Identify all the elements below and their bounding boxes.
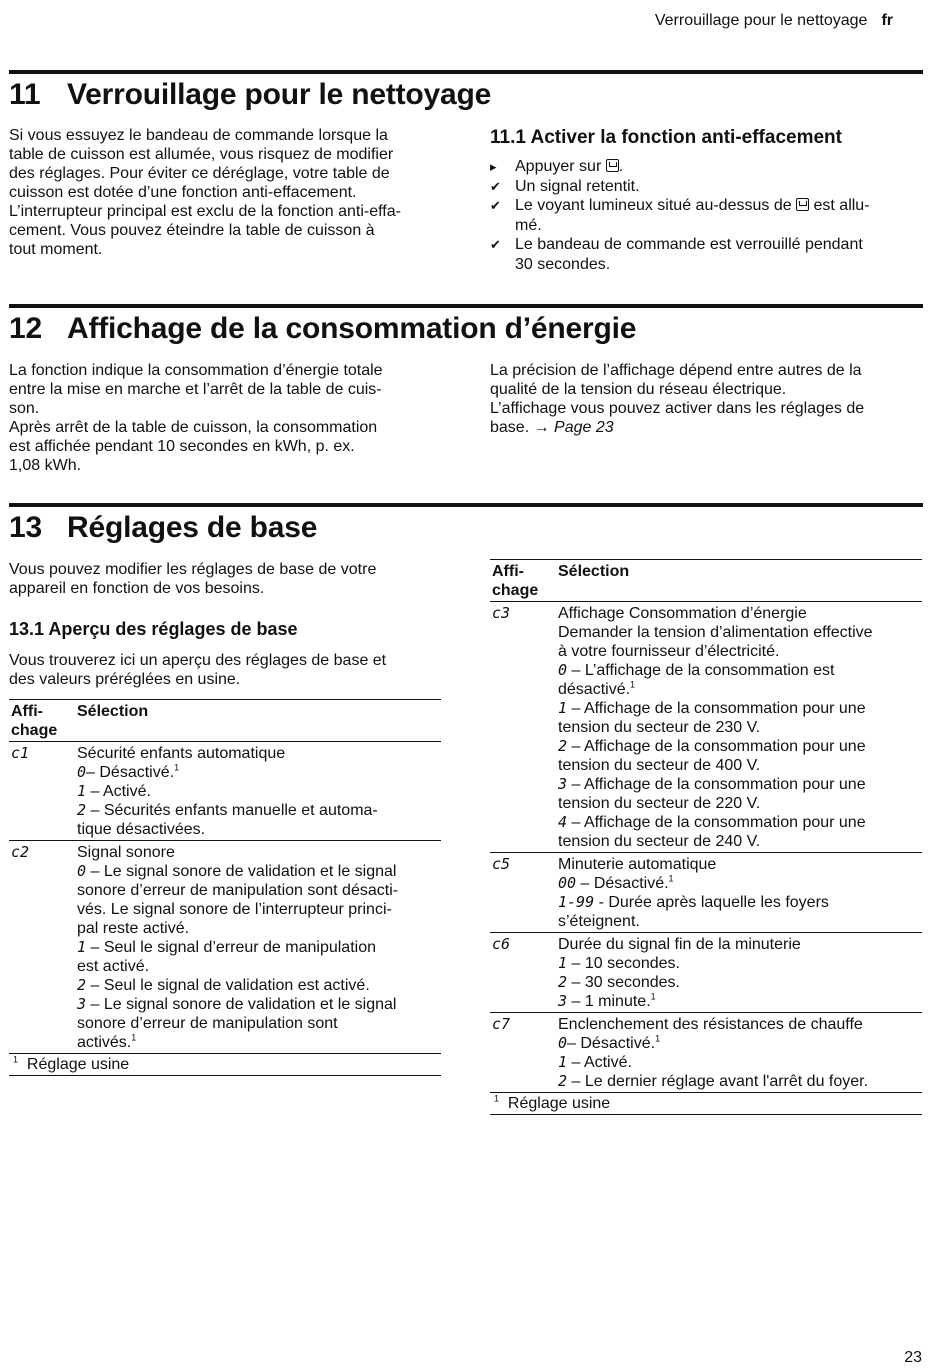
selection-text: – Affichage de la consommation pour une [567, 700, 866, 717]
selection-text: Signal sonore [77, 844, 175, 861]
section-13-heading [9, 511, 317, 545]
selection-text: Durée du signal fin de la minuterie [558, 936, 801, 953]
settings-table-right [490, 559, 922, 1115]
lock-key-icon [606, 159, 619, 172]
selection-text: est activé. [77, 958, 150, 975]
display-value: 0 [77, 862, 87, 880]
selection-line [558, 1072, 922, 1091]
selection-line [558, 775, 922, 794]
selection-text: activés. [77, 1034, 132, 1051]
footnote-mark: 1 [650, 991, 656, 1002]
subsection-heading [9, 619, 298, 640]
selection-text: Sécurité enfants automatique [77, 745, 286, 762]
running-header [655, 12, 893, 30]
footnote-mark: 1 [630, 679, 636, 690]
selection-text: – Le signal sonore de validation et le signal [86, 863, 397, 880]
table-row [490, 933, 922, 1013]
result-text: Le bandeau de commande est verrouillé pendant [515, 236, 863, 253]
selection-text: Minuterie automatique [558, 856, 717, 873]
display-value: 1 [558, 954, 568, 972]
text-line: est affichée pendant 10 secondes en kWh, p. ex. [9, 438, 355, 455]
selection-text: – Le dernier réglage avant l'arrêt du foyer. [567, 1073, 869, 1090]
running-title: Verrouillage pour le nettoyage [654, 12, 868, 29]
display-code [490, 602, 556, 853]
subsection-title: Activer la fonction anti-effacement [530, 127, 842, 148]
selection-text: tension du secteur de 240 V. [558, 833, 761, 850]
lock-key-icon [796, 198, 809, 211]
subsection-heading [490, 127, 922, 149]
selection-line [558, 737, 922, 756]
s13-sub-intro [9, 651, 441, 689]
display-value: 1 [558, 1053, 568, 1071]
footnote-text: Réglage usine [26, 1056, 130, 1073]
selection-line [558, 718, 922, 737]
header-text: Affi- [11, 703, 43, 720]
footnote-mark: 1 [668, 873, 674, 884]
selection-cell [556, 933, 922, 1013]
display-code-text: c7 [492, 1015, 511, 1033]
text-line: son. [9, 400, 40, 417]
selection-line [558, 699, 922, 718]
s11-intro [9, 126, 441, 259]
footnote-mark: 1 [13, 1054, 19, 1065]
selection-line [558, 604, 922, 623]
section-number: 13 [9, 511, 42, 544]
display-value: 2 [558, 1072, 568, 1090]
selection-text: – Activé. [86, 783, 151, 800]
selection-line [558, 992, 922, 1011]
text-line: L’affichage vous pouvez activer dans les réglages de [490, 400, 865, 417]
settings-table [9, 699, 441, 1054]
display-value: 0 [558, 1034, 568, 1052]
text-line: La fonction indique la consommation d’énergie totale [9, 362, 383, 379]
selection-line [558, 855, 922, 874]
selection-text: – Activé. [567, 1054, 632, 1071]
display-code-text: c6 [492, 935, 511, 953]
section-12-heading [9, 312, 636, 346]
display-value: 3 [77, 995, 87, 1013]
selection-line [558, 1053, 922, 1072]
selection-text: s’éteignent. [558, 913, 640, 930]
text-line: des réglages. Pour éviter ce déréglage, votre table de [9, 165, 390, 182]
selection-line [77, 919, 441, 938]
section-11-heading [9, 78, 491, 112]
selection-line [558, 912, 922, 931]
checkmark-icon: ✔ [490, 198, 501, 213]
selection-text: – Désactivé. [86, 764, 175, 781]
section-rule [9, 503, 923, 507]
selection-text: – Le signal sonore de validation et le signal [86, 996, 397, 1013]
display-code-text: c3 [492, 604, 511, 622]
text-line [490, 418, 922, 437]
selection-line [558, 794, 922, 813]
table-header-row [9, 700, 441, 742]
text-line: cement. Vous pouvez éteindre la table de cuisson à [9, 222, 375, 239]
selection-line [558, 935, 922, 954]
column-header-display [9, 700, 75, 742]
page-ref-arrow-icon: → [533, 419, 550, 436]
settings-table-left [9, 699, 441, 1076]
table-footnote [490, 1093, 922, 1115]
selection-text: – 10 secondes. [567, 955, 680, 972]
arrow-icon: ▸ [490, 159, 497, 174]
s12-left-text [9, 361, 441, 475]
checkmark-icon: ✔ [490, 178, 501, 194]
selection-line [77, 1014, 441, 1033]
display-value: 3 [558, 992, 568, 1010]
header-text: chage [11, 722, 58, 739]
section-title: Réglages de base [67, 511, 318, 544]
selection-line [77, 976, 441, 995]
selection-text: à votre fournisseur d’électricité. [558, 643, 780, 660]
text-line: Vous pouvez modifier les réglages de base de votre [9, 561, 377, 578]
display-code-text: c5 [492, 855, 511, 873]
selection-text: – Sécurités enfants manuelle et automa- [86, 802, 378, 819]
text-line: entre la mise en marche et l’arrêt de la table de cuis- [9, 381, 382, 398]
section-rule [9, 304, 923, 308]
result-text: mé. [515, 216, 542, 234]
selection-line [558, 623, 922, 642]
section-number: 11 [9, 78, 41, 111]
footnote-mark: 1 [174, 762, 180, 773]
selection-text: Demander la tension d’alimentation effective [558, 624, 873, 641]
text-line: Si vous essuyez le bandeau de commande lorsque la [9, 127, 388, 144]
display-value: 1 [558, 699, 568, 717]
section-title: Affichage de la consommation d’énergie [67, 312, 637, 345]
header-text: Affi- [492, 563, 524, 580]
text-line: des valeurs préréglées en usine. [9, 671, 241, 688]
display-value: 0 [77, 763, 87, 781]
display-code [490, 853, 556, 933]
selection-line [77, 744, 441, 763]
selection-text: – L’affichage de la consommation est [567, 662, 835, 679]
text-line: Après arrêt de la table de cuisson, la consommation [9, 419, 378, 436]
selection-cell [556, 1013, 922, 1093]
display-value: 2 [77, 976, 87, 994]
selection-text: sonore d’erreur de manipulation sont [77, 1015, 338, 1032]
selection-cell [75, 841, 441, 1054]
selection-text: – Affichage de la consommation pour une [567, 776, 866, 793]
selection-line [558, 1034, 922, 1053]
selection-text: désactivé. [558, 681, 631, 698]
section-title: Verrouillage pour le nettoyage [67, 78, 492, 111]
selection-text: tension du secteur de 220 V. [558, 795, 761, 812]
instruction-list [490, 157, 922, 274]
subsection-number: 11.1 [490, 127, 526, 148]
s12-right-text [490, 361, 922, 437]
footnote-text: Réglage usine [507, 1095, 611, 1112]
table-footnote [9, 1054, 441, 1076]
selection-text: – Affichage de la consommation pour une [567, 814, 866, 831]
table-row [9, 742, 441, 841]
result-item [490, 196, 922, 235]
selection-line [77, 995, 441, 1014]
selection-line [558, 680, 922, 699]
table-row [490, 1013, 922, 1093]
selection-text: – 1 minute. [567, 993, 651, 1010]
selection-line [558, 973, 922, 992]
display-value: 4 [558, 813, 568, 831]
footnote-mark: 1 [655, 1033, 661, 1044]
selection-text: Affichage Consommation d’énergie [558, 605, 807, 622]
selection-line [77, 862, 441, 881]
selection-line [77, 782, 441, 801]
table-row [490, 602, 922, 853]
text-line: L’interrupteur principal est exclu de la fonction anti-effa- [9, 203, 401, 220]
display-code [9, 742, 75, 841]
selection-text: – Seul le signal de validation est activé. [86, 977, 370, 994]
text-line: tout moment. [9, 241, 103, 258]
footnote-mark: 1 [494, 1093, 500, 1104]
display-code [490, 933, 556, 1013]
selection-line [558, 832, 922, 851]
selection-line [77, 957, 441, 976]
header-text: chage [492, 582, 539, 599]
selection-line [558, 893, 922, 912]
selection-line [558, 756, 922, 775]
selection-text: – Désactivé. [576, 875, 669, 892]
section-number: 12 [9, 312, 42, 345]
subsection-number: 13.1 [9, 619, 45, 639]
column-header-selection: Sélection [556, 560, 922, 602]
selection-text: tension du secteur de 400 V. [558, 757, 761, 774]
text-line: La précision de l’affichage dépend entre autres de la [490, 362, 862, 379]
step-text: Appuyer sur [515, 158, 602, 175]
selection-text: – Seul le signal d’erreur de manipulation [86, 939, 376, 956]
selection-line [77, 881, 441, 900]
result-text: Un signal retentit. [515, 177, 640, 195]
text-line: Vous trouverez ici un aperçu des réglages de base et [9, 652, 387, 669]
result-item [490, 235, 922, 274]
result-item [490, 177, 922, 197]
selection-line [558, 1015, 922, 1034]
selection-line [77, 801, 441, 820]
selection-line [558, 813, 922, 832]
selection-text: tique désactivées. [77, 821, 206, 838]
step-item [490, 157, 922, 177]
s13-intro [9, 560, 441, 598]
step-text: . [618, 158, 624, 175]
selection-text: vés. Le signal sonore de l’interrupteur princi- [77, 901, 392, 918]
page-number: 23 [904, 1349, 922, 1366]
display-code [490, 1013, 556, 1093]
checkmark-icon: ✔ [490, 237, 501, 252]
selection-line [77, 938, 441, 957]
s11-subsection [490, 127, 922, 274]
selection-line [558, 642, 922, 661]
selection-text: Enclenchement des résistances de chauffe [558, 1016, 863, 1033]
display-code [9, 841, 75, 1054]
display-value: 1 [77, 782, 87, 800]
section-rule [9, 70, 923, 74]
table-body [9, 742, 441, 1054]
language-code: fr [881, 12, 893, 29]
settings-table [490, 559, 922, 1093]
result-text: 30 secondes. [515, 255, 611, 273]
selection-line [77, 843, 441, 862]
selection-text: sonore d’erreur de manipulation sont désacti- [77, 882, 399, 899]
table-row [9, 841, 441, 1054]
selection-cell [556, 853, 922, 933]
subsection-title: Aperçu des réglages de base [48, 619, 298, 639]
selection-line [77, 900, 441, 919]
footnote-mark: 1 [131, 1032, 137, 1043]
result-text: Le voyant lumineux situé au-dessus de [515, 197, 792, 214]
display-value: 2 [77, 801, 87, 819]
selection-text: – Désactivé. [567, 1035, 656, 1052]
display-value: 2 [558, 973, 568, 991]
selection-text: pal reste activé. [77, 920, 190, 937]
text-line: appareil en fonction de vos besoins. [9, 580, 265, 597]
selection-text: - Durée après laquelle les foyers [594, 894, 829, 911]
display-value: 1-99 [558, 893, 595, 911]
display-code-text: c1 [11, 744, 30, 762]
text-line: 1,08 kWh. [9, 457, 82, 474]
selection-text: tension du secteur de 230 V. [558, 719, 761, 736]
selection-line [77, 763, 441, 782]
display-value: 1 [77, 938, 87, 956]
selection-cell [556, 602, 922, 853]
column-header-selection: Sélection [75, 700, 441, 742]
table-body [490, 602, 922, 1093]
text-fragment: base. [490, 419, 530, 436]
table-row [490, 853, 922, 933]
selection-line [77, 820, 441, 839]
selection-text: – 30 secondes. [567, 974, 680, 991]
selection-line [77, 1033, 441, 1052]
text-line: table de cuisson est allumée, vous risquez de modifier [9, 146, 394, 163]
table-header-row [490, 560, 922, 602]
selection-line [558, 954, 922, 973]
selection-cell [75, 742, 441, 841]
display-code-text: c2 [11, 843, 30, 861]
display-value: 2 [558, 737, 568, 755]
column-header-display [490, 560, 556, 602]
result-text: est allu- [809, 197, 870, 214]
display-value: 00 [558, 874, 577, 892]
display-value: 0 [558, 661, 568, 679]
display-value: 3 [558, 775, 568, 793]
selection-text: – Affichage de la consommation pour une [567, 738, 866, 755]
page-reference-link[interactable]: Page 23 [554, 419, 614, 436]
selection-line [558, 661, 922, 680]
text-line: cuisson est dotée d’une fonction anti-effacement. [9, 184, 357, 201]
text-line: qualité de la tension du réseau électrique. [490, 381, 787, 398]
selection-line [558, 874, 922, 893]
